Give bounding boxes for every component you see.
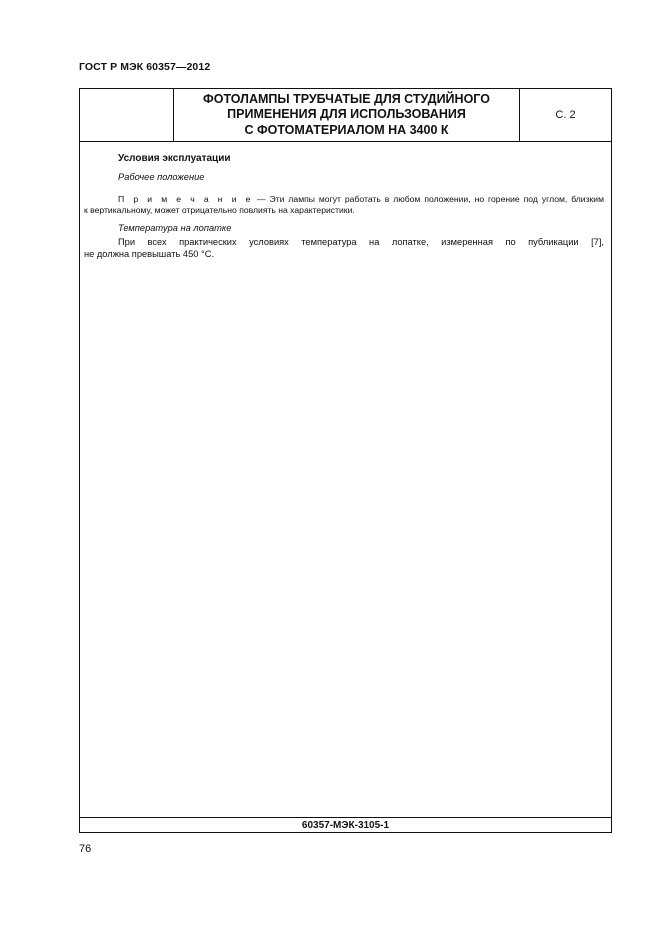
- subheading-working-position: Рабочее положение: [118, 172, 205, 182]
- subheading-blade-temperature: Температура на лопатке: [118, 223, 232, 233]
- footer-code: 60357-МЭК-3105-1: [80, 817, 611, 832]
- title-line-3: С ФОТОМАТЕРИАЛОМ НА 3400 К: [244, 122, 449, 137]
- document-frame: [79, 88, 612, 833]
- document-title: [174, 89, 520, 141]
- note-paragraph: [80, 194, 611, 216]
- sheet-label: С. 2: [555, 109, 576, 121]
- title-block: [80, 89, 611, 142]
- note-label: П р и м е ч а н и е: [118, 194, 254, 204]
- title-block-empty-cell: [80, 89, 174, 141]
- temperature-text-line-1: При всех практических условиях температура на лопатке, измеренная по публикации [7],: [118, 237, 604, 247]
- note-text-line-1: — Эти лампы могут работать в любом положении, но горение под углом, близким: [253, 194, 604, 204]
- temperature-text-line-2: не должна превышать 450 °С.: [84, 248, 215, 259]
- standard-header: ГОСТ Р МЭК 60357—2012: [79, 61, 211, 73]
- title-line-1: ФОТОЛАМПЫ ТРУБЧАТЫЕ ДЛЯ СТУДИЙНОГО: [203, 91, 490, 106]
- note-text-line-2: к вертикальному, может отрицательно повлиять на характеристики.: [84, 205, 355, 215]
- page-number: 76: [79, 843, 92, 855]
- temperature-paragraph: [80, 237, 611, 260]
- title-line-2: ПРИМЕНЕНИЯ ДЛЯ ИСПОЛЬЗОВАНИЯ: [227, 107, 466, 122]
- section-heading: Условия эксплуатации: [118, 153, 231, 164]
